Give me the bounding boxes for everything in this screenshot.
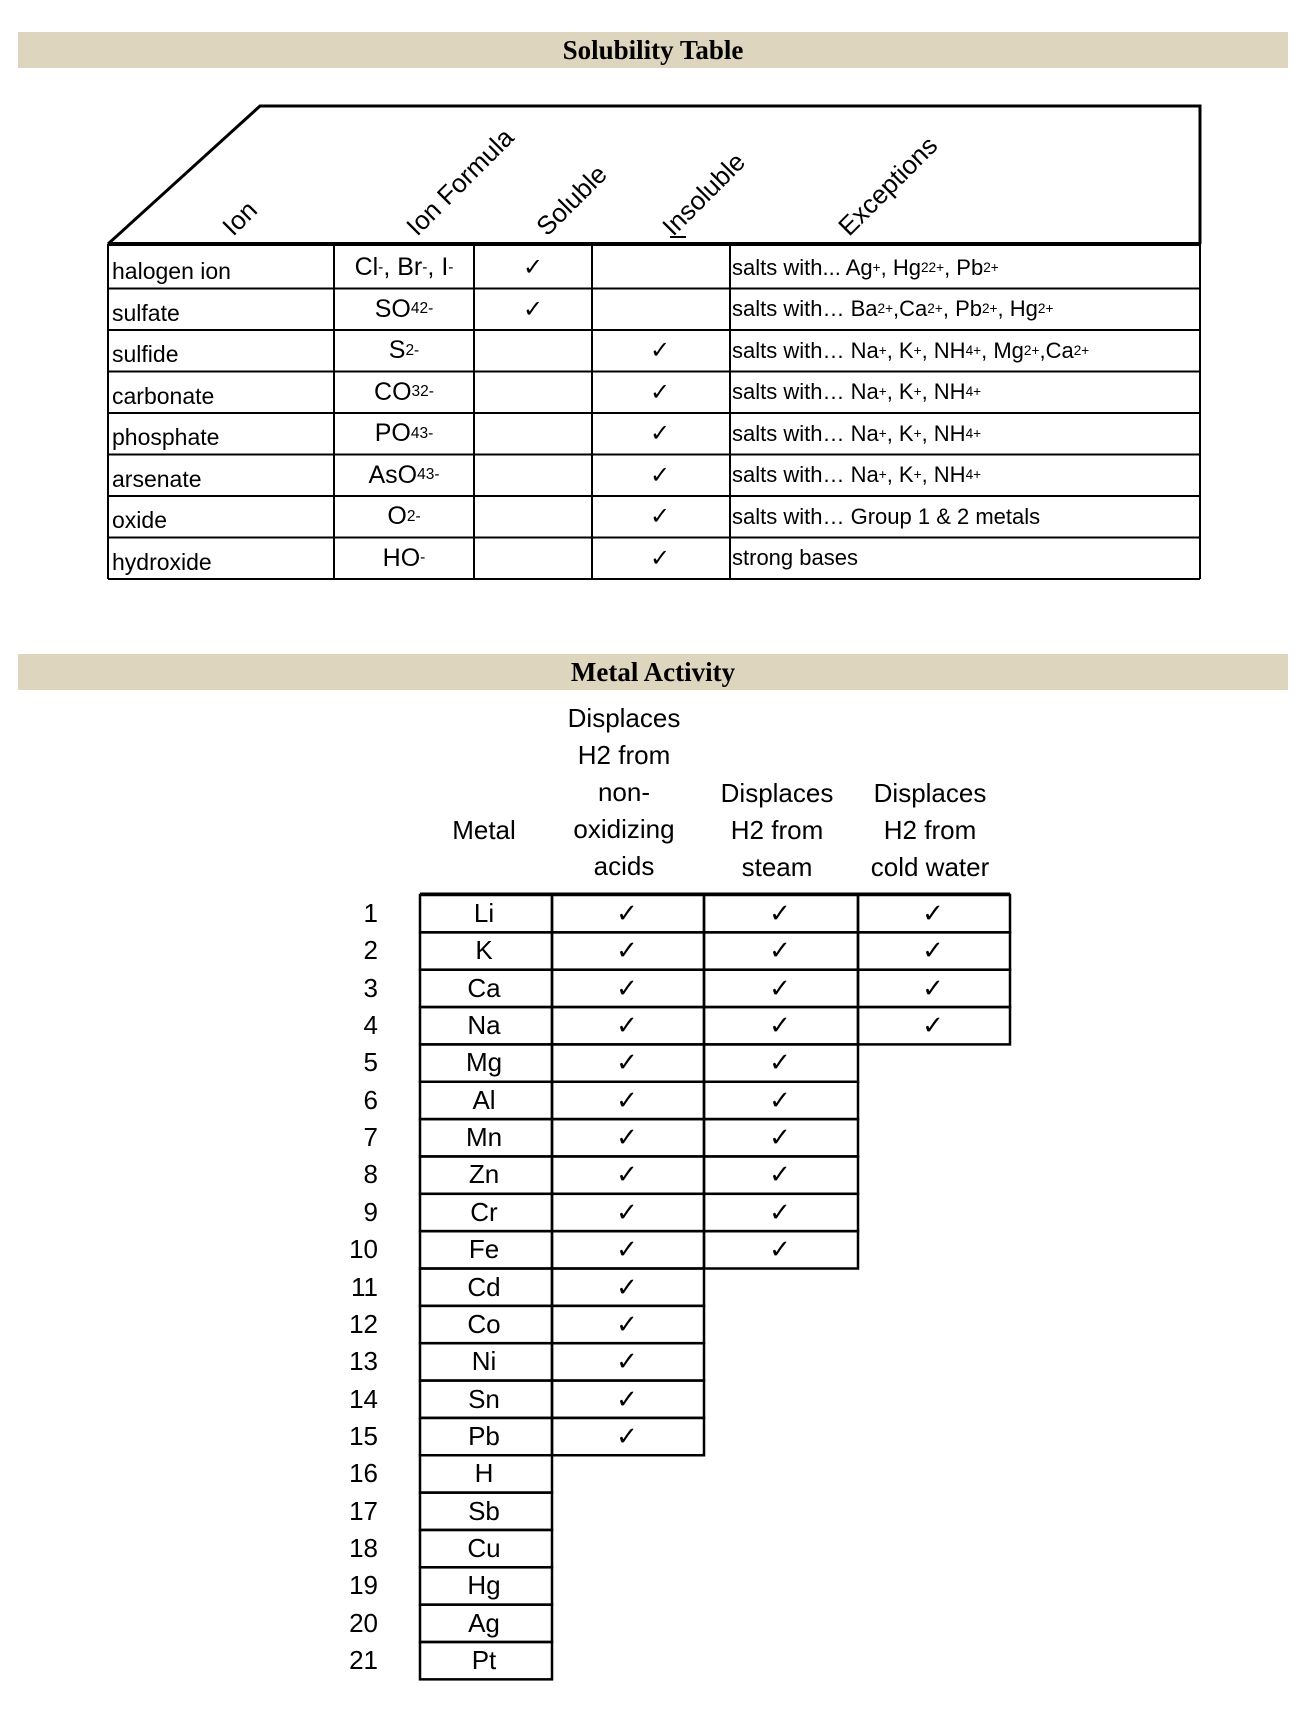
metal-symbol: Cu <box>467 1532 501 1563</box>
steam-check: ✓ <box>769 1047 791 1078</box>
metal-symbol: Ca <box>467 972 501 1003</box>
metal-symbol: Sn <box>468 1383 500 1414</box>
metal-cell-border <box>420 932 552 969</box>
metal-cell-border <box>552 1418 704 1455</box>
metal-cell-border <box>420 1642 552 1679</box>
metal-cell-border <box>552 1306 704 1343</box>
metal-cell-border <box>420 1567 552 1604</box>
header-exceptions: Exceptions <box>832 130 944 242</box>
steam-check: ✓ <box>769 1084 791 1115</box>
metal-cell-border <box>552 1194 704 1231</box>
metal-cell-border <box>420 1530 552 1567</box>
ion-name: arsenate <box>112 465 202 492</box>
rank-number: 21 <box>349 1645 378 1675</box>
exceptions-text: salts with… Na + , K + , NH 4 + <box>732 462 982 487</box>
metal-symbol: Fe <box>468 1234 500 1265</box>
metal-cell-border <box>858 895 1010 932</box>
solubility-title: Solubility Table <box>18 32 1288 68</box>
acids-check: ✓ <box>616 972 638 1003</box>
metal-cell-border <box>704 1007 858 1044</box>
acids-check: ✓ <box>616 1084 638 1115</box>
rank-number: 4 <box>363 1010 378 1041</box>
rank-number: 20 <box>349 1607 378 1638</box>
acids-check: ✓ <box>616 1346 638 1377</box>
acids-check: ✓ <box>616 1383 638 1414</box>
header-line: H2 from <box>577 740 671 770</box>
soluble-check: ✓ <box>522 254 544 281</box>
steam-check: ✓ <box>769 1234 791 1265</box>
ion-formula: PO 4 3- <box>374 419 434 447</box>
metal-symbol: Ni <box>471 1346 497 1377</box>
exceptions-text: salts with... Ag + , Hg 2 2+ , Pb 2+ <box>732 254 999 280</box>
rank-number: 3 <box>363 972 378 1003</box>
ion-name: halogen ion <box>112 258 231 284</box>
ion-name: hydroxide <box>112 548 212 575</box>
header-line: cold water <box>870 852 990 882</box>
rank-number: 16 <box>349 1458 378 1489</box>
insoluble-check: ✓ <box>649 503 671 530</box>
metal-symbol: K <box>475 935 493 966</box>
ion-formula: SO 4 2- <box>374 294 434 323</box>
metal-cell-border <box>704 1156 858 1193</box>
ion-name: carbonate <box>112 382 215 409</box>
ion-formula: CO 3 2- <box>374 377 434 406</box>
rank-number: 2 <box>363 935 378 966</box>
soluble-check: ✓ <box>522 295 544 323</box>
exceptions-text: salts with… Na + , K + , NH 4 + <box>732 379 982 404</box>
metal-cell-border <box>704 1044 858 1081</box>
ion-name: oxide <box>112 507 167 533</box>
metal-cell-border <box>420 1493 552 1530</box>
rank-number: 7 <box>363 1122 378 1153</box>
header-line: acids <box>593 851 655 881</box>
cold-water-check: ✓ <box>922 898 944 928</box>
metal-symbol: Pt <box>471 1645 497 1675</box>
metal-cell-border <box>704 970 858 1007</box>
metal-cell-border <box>552 932 704 969</box>
insoluble-check: ✓ <box>649 461 671 489</box>
rank-number: 10 <box>349 1234 378 1265</box>
rank-number: 8 <box>363 1159 378 1190</box>
insoluble-check: ✓ <box>649 544 671 572</box>
metal-cell-border <box>552 1269 704 1306</box>
acids-check: ✓ <box>616 1271 638 1302</box>
ion-name: sulfide <box>112 341 179 367</box>
steam-check: ✓ <box>769 898 791 928</box>
rank-number: 11 <box>351 1271 378 1302</box>
metal-cell-border <box>552 1007 704 1044</box>
header-line: Displaces <box>567 703 681 733</box>
cold-water-check: ✓ <box>922 1010 944 1041</box>
ion-formula: S 2- <box>388 336 420 364</box>
metal-cell-border <box>420 1044 552 1081</box>
metal-symbol: Hg <box>467 1570 501 1601</box>
metal-cell-border <box>552 1381 704 1418</box>
rank-number: 6 <box>363 1084 378 1115</box>
exceptions-text: salts with… Na + , K + , NH 4 + <box>732 420 982 446</box>
header-insoluble: Insoluble <box>656 146 752 242</box>
steam-check: ✓ <box>769 935 791 966</box>
metal-cell-border <box>552 1156 704 1193</box>
steam-check: ✓ <box>769 1159 791 1190</box>
insoluble-check: ✓ <box>649 337 671 364</box>
header-metal: Metal <box>452 815 516 845</box>
metal-symbol: Cd <box>467 1271 501 1302</box>
acids-check: ✓ <box>616 1122 638 1153</box>
rank-number: 14 <box>349 1383 378 1414</box>
rank-number: 19 <box>349 1570 378 1601</box>
header-soluble: Soluble <box>530 158 613 242</box>
metal-symbol: Li <box>473 898 495 928</box>
metal-cell-border <box>704 1194 858 1231</box>
metal-cell-border <box>420 1418 552 1455</box>
metal-cell-border <box>420 970 552 1007</box>
exceptions-text: salts with… Na + , K + , NH 4 + , Mg 2 + ,Ca 2 + <box>732 337 1090 363</box>
metal-symbol: Na <box>467 1010 501 1041</box>
ion-name: phosphate <box>112 424 220 450</box>
metal-symbol: Co <box>467 1308 501 1339</box>
metal-cell-border <box>858 932 1010 969</box>
metal-cell-border <box>552 1119 704 1156</box>
acids-check: ✓ <box>616 898 638 928</box>
acids-check: ✓ <box>616 1420 638 1451</box>
header-line: steam <box>741 852 813 882</box>
header-ion-formula: Ion Formula <box>400 122 520 242</box>
metal-cell-border <box>704 1082 858 1119</box>
rank-number: 12 <box>349 1308 378 1339</box>
metal-symbol: Al <box>472 1084 496 1115</box>
metal-cell-border <box>420 1269 552 1306</box>
metal-symbol: Cr <box>470 1196 498 1227</box>
metal-symbol: H <box>474 1458 494 1489</box>
steam-check: ✓ <box>769 1122 791 1153</box>
exceptions-text: salts with… Group 1 & 2 metals <box>732 503 1041 529</box>
steam-check: ✓ <box>769 1010 791 1041</box>
metal-cell-border <box>704 895 858 932</box>
metal-cell-border <box>704 1231 858 1268</box>
ion-formula: AsO 4 3- <box>368 460 440 489</box>
header-line: H2 from <box>883 815 977 845</box>
ion-formula: HO - <box>382 543 426 572</box>
rank-number: 1 <box>363 898 378 928</box>
exceptions-text: salts with… Ba 2+ ,Ca 2+ , Pb 2+ , Hg 2+ <box>732 296 1054 321</box>
metal-cell-border <box>858 970 1010 1007</box>
metal-cell-border <box>420 1231 552 1268</box>
metal-symbol: Zn <box>468 1159 500 1190</box>
metal-cell-border <box>420 1156 552 1193</box>
cold-water-check: ✓ <box>922 935 944 966</box>
steam-check: ✓ <box>769 972 791 1003</box>
acids-check: ✓ <box>616 1308 638 1339</box>
metal-cell-border <box>420 1343 552 1380</box>
acids-check: ✓ <box>616 1234 638 1265</box>
header-line: oxidizing <box>573 814 675 844</box>
metal-cell-border <box>552 1343 704 1380</box>
metal-symbol: Mg <box>465 1047 503 1078</box>
cold-water-check: ✓ <box>922 972 944 1003</box>
header-line: H2 from <box>730 815 824 845</box>
acids-check: ✓ <box>616 935 638 966</box>
ion-name: sulfate <box>112 299 180 326</box>
metal-cell-border <box>420 1194 552 1231</box>
metal-symbol: Pb <box>468 1420 500 1451</box>
rank-number: 5 <box>363 1047 378 1078</box>
metal-cell-border <box>420 1381 552 1418</box>
metal-cell-border <box>420 1119 552 1156</box>
rank-number: 15 <box>349 1420 378 1451</box>
metal-cell-border <box>858 1007 1010 1044</box>
metal-cell-border <box>552 895 704 932</box>
metal-cell-border <box>552 1044 704 1081</box>
rank-number: 13 <box>349 1346 378 1377</box>
exceptions-text: strong bases <box>732 545 858 570</box>
metal-cell-border <box>552 970 704 1007</box>
steam-check: ✓ <box>769 1196 791 1227</box>
metal-symbol: Sb <box>468 1495 500 1526</box>
header-line: Displaces <box>720 778 834 808</box>
metal-cell-border <box>420 1455 552 1492</box>
metal-cell-border <box>704 1119 858 1156</box>
ion-formula: Cl - , Br - , I - <box>354 253 454 281</box>
rank-number: 18 <box>349 1532 378 1563</box>
metal-cell-border <box>420 1007 552 1044</box>
metal-activity-title: Metal Activity <box>18 654 1288 690</box>
metal-cell-border <box>704 932 858 969</box>
header-ion: Ion <box>216 194 263 242</box>
acids-check: ✓ <box>616 1047 638 1078</box>
rank-number: 17 <box>349 1495 378 1526</box>
rank-number: 9 <box>363 1196 378 1227</box>
metal-cell-border <box>420 1306 552 1343</box>
metal-cell-border <box>420 895 552 932</box>
metal-symbol: Mn <box>465 1122 503 1153</box>
metal-cell-border <box>420 1082 552 1119</box>
acids-check: ✓ <box>616 1196 638 1227</box>
insoluble-check: ✓ <box>649 378 671 406</box>
ion-formula: O 2- <box>387 502 421 530</box>
metal-cell-border <box>552 1231 704 1268</box>
header-line: Displaces <box>873 778 987 808</box>
acids-check: ✓ <box>616 1159 638 1190</box>
metal-cell-border <box>420 1605 552 1642</box>
metal-cell-border <box>552 1082 704 1119</box>
insoluble-check: ✓ <box>649 420 671 447</box>
header-line: non- <box>597 777 651 807</box>
metal-symbol: Ag <box>468 1607 500 1638</box>
acids-check: ✓ <box>616 1010 638 1041</box>
